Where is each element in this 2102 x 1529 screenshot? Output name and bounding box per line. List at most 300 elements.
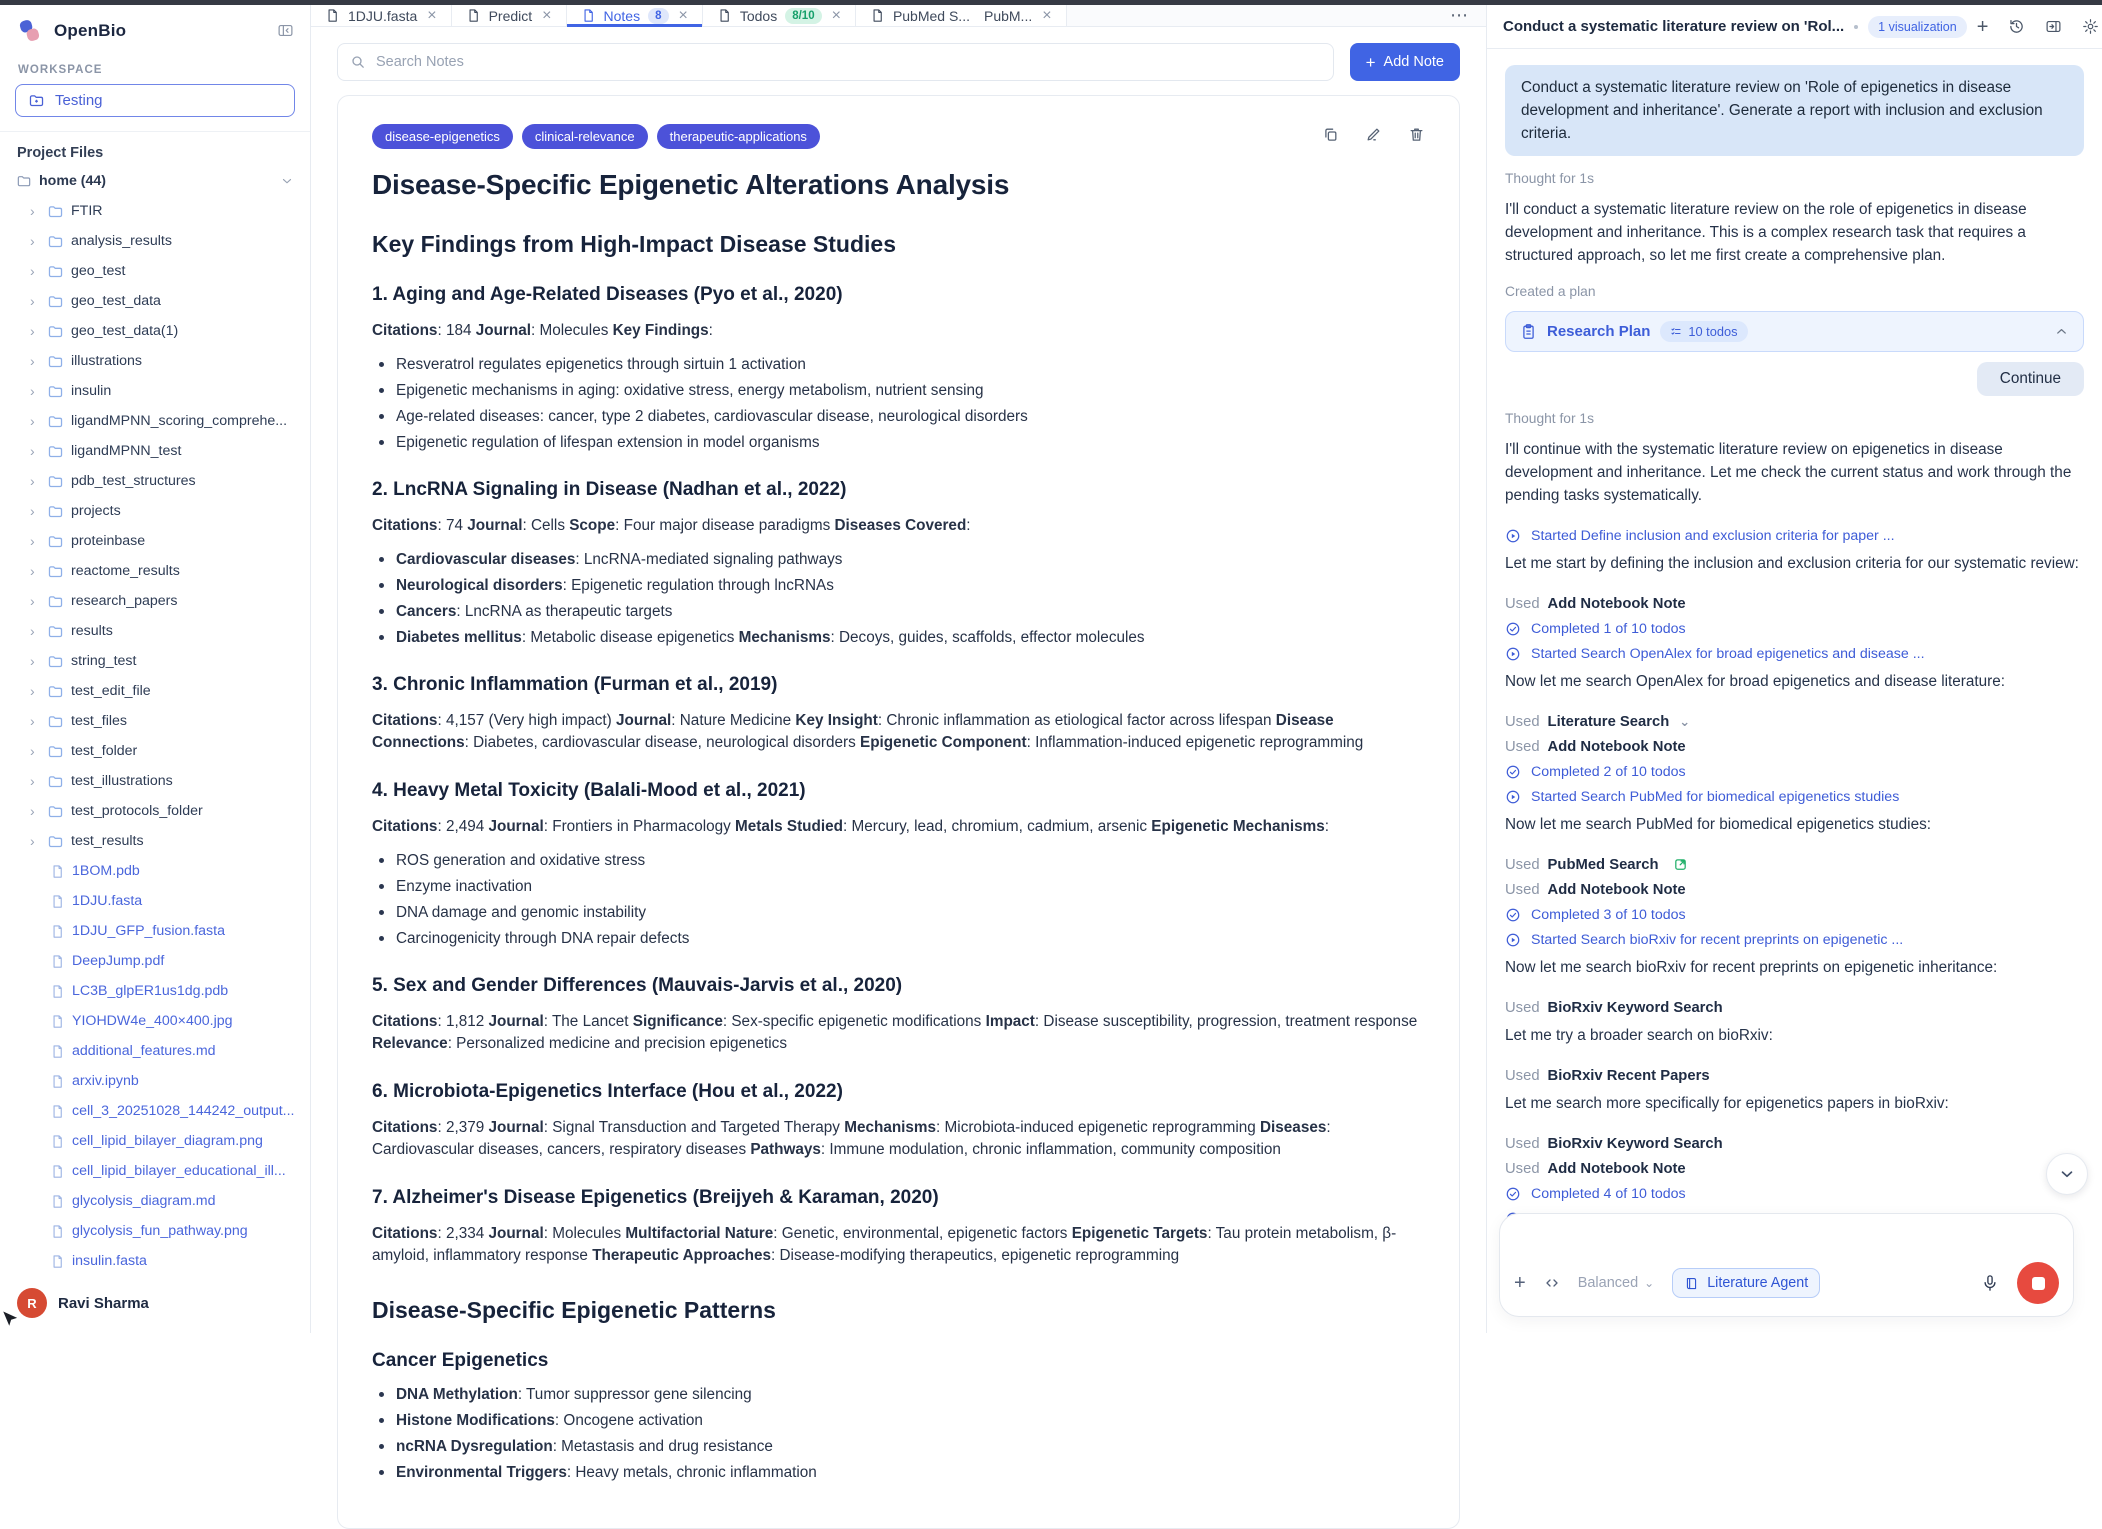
sidebar-folder-item[interactable]	[8, 286, 302, 316]
chevron-right-icon: ›	[30, 803, 35, 819]
folder-label: projects	[71, 503, 121, 519]
note-tag[interactable]: disease-epigenetics	[372, 124, 513, 149]
chevron-right-icon: ›	[30, 623, 35, 639]
chevron-right-icon: ›	[30, 743, 35, 759]
status-text: Completed 4 of 10 todos	[1531, 1185, 1686, 1202]
check-circle-icon	[1505, 907, 1521, 923]
folder-icon	[16, 173, 32, 189]
list-item: Cardiovascular diseases: LncRNA-mediated signaling pathways	[372, 549, 1425, 570]
status-text: Completed 2 of 10 todos	[1531, 763, 1686, 780]
folder-icon	[47, 743, 64, 760]
note-paragraph: Citations: 1,812 Journal: The Lancet Significance: Sex-specific epigenetic modifications Impact: Disease susceptibility, progression, treatment response Relevance: Personalized medicine and precision epigenetics	[372, 1013, 1418, 1052]
folder-icon	[47, 563, 64, 580]
assistant-paragraph: Now let me search bioRxiv for recent preprints on epigenetic inheritance:	[1505, 959, 1998, 976]
folder-icon	[47, 203, 64, 220]
sidebar-file-item[interactable]	[8, 976, 302, 1006]
folder-label: string_test	[71, 653, 137, 669]
file-label: arxiv.ipynb	[72, 1073, 139, 1089]
sidebar-folder-item[interactable]	[8, 616, 302, 646]
note-heading: Cancer Epigenetics	[372, 1350, 549, 1371]
dot-separator	[1854, 25, 1858, 29]
folder-icon	[47, 803, 64, 820]
tab-sublabel: PubM...	[983, 7, 1033, 24]
search-box[interactable]	[337, 43, 1334, 81]
tool-name: BioRxiv Keyword Search	[1547, 999, 1723, 1016]
chevron-down-icon[interactable]	[280, 174, 294, 188]
sidebar-folder-item[interactable]	[8, 316, 302, 346]
list-item: DNA damage and genomic instability	[372, 902, 1425, 923]
tool-name: Add Notebook Note	[1547, 738, 1686, 755]
tool-used-row[interactable]	[1505, 591, 2084, 616]
tool-used-row[interactable]	[1505, 1063, 2084, 1088]
file-icon	[50, 984, 65, 999]
copy-icon[interactable]	[1322, 126, 1339, 143]
document-icon	[466, 8, 481, 23]
tool-name: Literature Search	[1547, 713, 1670, 730]
todo-status-started[interactable]	[1505, 523, 2084, 548]
tab-label: Todos	[739, 7, 778, 24]
list-item: Enzyme inactivation	[372, 876, 1425, 897]
chevron-right-icon: ›	[30, 323, 35, 339]
close-icon[interactable]: ×	[542, 6, 552, 24]
close-icon[interactable]: ×	[678, 6, 688, 24]
file-icon	[50, 1164, 65, 1179]
sidebar-footer	[0, 1276, 310, 1333]
close-icon[interactable]: ×	[831, 6, 841, 24]
note-paragraph: Citations: 2,334 Journal: Molecules Multifactorial Nature: Genetic, environmental, epigenetic factors Epigenetic Targets: Tau protein metabolism, β-amyloid, inflammatory response Therapeutic Approaches: Disease-modifying therapeutics, epigenetic reprogramming	[372, 1225, 1397, 1264]
folder-icon	[47, 533, 64, 550]
composer-toolbar	[1514, 1262, 2059, 1304]
plus-icon: +	[1365, 52, 1376, 72]
chevron-right-icon: ›	[30, 593, 35, 609]
file-icon	[50, 1014, 65, 1029]
agent-selector[interactable]: Literature Agent	[1672, 1268, 1820, 1298]
file-tree	[0, 166, 310, 1276]
file-icon	[50, 1074, 65, 1089]
notes-toolbar	[311, 27, 1486, 95]
panel-expand-icon[interactable]	[2045, 18, 2062, 35]
note-paragraph: Citations: 2,494 Journal: Frontiers in Pharmacology Metals Studied: Mercury, lead, chromium, cadmium, arsenic Epigenetic Mechanisms:	[372, 818, 1329, 835]
used-label: Used	[1505, 881, 1540, 898]
folder-label: proteinbase	[71, 533, 146, 549]
history-icon[interactable]	[2008, 18, 2025, 35]
sidebar-folder-item[interactable]	[8, 796, 302, 826]
mouse-cursor	[1, 1310, 19, 1333]
todos-count: 10 todos	[1688, 324, 1738, 339]
sidebar-folder-item[interactable]	[8, 586, 302, 616]
note-tag[interactable]: clinical-relevance	[522, 124, 648, 149]
file-icon	[50, 1104, 65, 1119]
tab-pubmed-s-[interactable]	[856, 5, 1067, 26]
list-item: Age-related diseases: cancer, type 2 diabetes, cardiovascular disease, neurological disorders	[372, 406, 1425, 427]
workspace-folder-icon	[28, 92, 45, 109]
visualization-badge[interactable]: 1 visualization	[1868, 16, 1967, 38]
tool-used-row[interactable]	[1505, 1131, 2084, 1156]
folder-icon	[47, 473, 64, 490]
user-message-bubble: Conduct a systematic literature review on 'Role of epigenetics in disease development and inheritance'. Generate a report with inclusion and exclusion criteria.	[1505, 65, 2084, 156]
tool-used-row[interactable]	[1505, 877, 2084, 902]
tool-name: PubMed Search	[1547, 856, 1659, 873]
stop-button[interactable]	[2017, 1262, 2059, 1304]
chevron-right-icon: ›	[30, 683, 35, 699]
note-tags	[372, 124, 1425, 149]
sidebar-file-item[interactable]	[8, 1246, 302, 1276]
folder-label: geo_test_data	[71, 293, 161, 309]
folder-label: reactome_results	[71, 563, 180, 579]
play-circle-icon	[1505, 646, 1521, 662]
file-label: YIOHDW4e_400×400.jpg	[72, 1013, 233, 1029]
tab-todos[interactable]	[703, 5, 856, 26]
file-icon	[50, 864, 65, 879]
chevron-right-icon: ›	[30, 353, 35, 369]
note-paragraph: Citations: 4,157 (Very high impact) Journal: Nature Medicine Key Insight: Chronic inflammation as etiological factor across lifespan Disease Connections: Diabetes, cardiovascular disease, neurological disorders Epigenetic Component: Inflammation-induced epigenetic reprogramming	[372, 712, 1364, 751]
tool-name: Add Notebook Note	[1547, 881, 1686, 898]
sidebar-file-item[interactable]	[8, 856, 302, 886]
assistant-paragraph: Let me start by defining the inclusion and exclusion criteria for our systematic review:	[1505, 555, 2079, 572]
folder-home[interactable]	[8, 166, 302, 196]
file-label: LC3B_glpER1us1dg.pdb	[72, 983, 229, 999]
window-top-edge	[0, 0, 2102, 5]
sidebar-collapse-icon[interactable]	[277, 22, 294, 39]
sidebar-file-item[interactable]	[8, 946, 302, 976]
file-label: 1DJU_GFP_fusion.fasta	[72, 923, 225, 939]
plan-title: Research Plan	[1547, 323, 1651, 340]
chevron-right-icon: ›	[30, 713, 35, 729]
sidebar-folder-item[interactable]	[8, 466, 302, 496]
sidebar-file-item[interactable]	[8, 1066, 302, 1096]
scroll-down-button[interactable]	[2046, 1153, 2088, 1195]
chevron-down-icon[interactable]: ⌄	[1679, 713, 1691, 729]
chevron-right-icon: ›	[30, 533, 35, 549]
continue-button[interactable]: Continue	[1977, 362, 2084, 396]
folder-icon	[47, 353, 64, 370]
tab-badge: 8	[648, 8, 668, 24]
sidebar-folder-item[interactable]	[8, 736, 302, 766]
tab-1dju-fasta[interactable]	[311, 5, 452, 26]
tool-name: Add Notebook Note	[1547, 595, 1686, 612]
folder-icon	[47, 593, 64, 610]
tab-label: Predict	[488, 7, 533, 24]
used-label: Used	[1505, 1160, 1540, 1177]
chat-input[interactable]	[1514, 1226, 2059, 1262]
note-card	[337, 95, 1460, 1529]
file-label: cell_3_20251028_144242_output...	[72, 1103, 295, 1119]
file-label: cell_lipid_bilayer_educational_ill...	[72, 1163, 286, 1179]
used-label: Used	[1505, 1135, 1540, 1152]
play-circle-icon	[1505, 789, 1521, 805]
chevron-right-icon: ›	[30, 503, 35, 519]
continue-row	[1505, 362, 2084, 396]
status-text: Started Define inclusion and exclusion criteria for paper ...	[1531, 527, 1895, 544]
sidebar-folder-item[interactable]	[8, 256, 302, 286]
folder-icon	[47, 683, 64, 700]
tool-used-row[interactable]	[1505, 995, 2084, 1020]
workspace-name: Testing	[55, 92, 103, 109]
todo-status-started[interactable]	[1505, 927, 2084, 952]
file-label: 1DJU.fasta	[72, 893, 143, 909]
folder-label: insulin	[71, 383, 112, 399]
sidebar-folder-item[interactable]	[8, 826, 302, 856]
todo-status-started[interactable]	[1505, 641, 2084, 666]
chat-composer	[1499, 1213, 2074, 1317]
todos-count-badge	[1660, 321, 1747, 342]
sidebar-file-item[interactable]	[8, 916, 302, 946]
assistant-paragraph: Now let me search PubMed for biomedical epigenetics studies:	[1505, 816, 1931, 833]
file-label: glycolysis_diagram.md	[72, 1193, 216, 1209]
sidebar-folder-item[interactable]	[8, 226, 302, 256]
chevron-right-icon: ›	[30, 263, 35, 279]
book-icon	[1684, 1276, 1699, 1291]
folder-label: geo_test	[71, 263, 126, 279]
folder-icon	[47, 263, 64, 280]
model-selector[interactable]: Balanced ⌄	[1577, 1275, 1655, 1291]
play-circle-icon	[1505, 932, 1521, 948]
note-heading: 6. Microbiota-Epigenetics Interface (Hou et al., 2022)	[372, 1081, 843, 1102]
edit-icon[interactable]	[1365, 126, 1382, 143]
app-title: OpenBio	[54, 20, 127, 40]
list-item: DNA Methylation: Tumor suppressor gene silencing	[372, 1384, 1425, 1405]
search-icon	[350, 54, 366, 70]
assistant-paragraph: Now let me search OpenAlex for broad epigenetics and disease literature:	[1505, 673, 2005, 690]
sidebar-folder-item[interactable]	[8, 346, 302, 376]
sidebar-folder-item[interactable]	[8, 376, 302, 406]
gear-icon[interactable]	[2082, 18, 2099, 35]
note-body	[372, 231, 1425, 1483]
note-list	[372, 1384, 1425, 1483]
note-list	[372, 850, 1425, 949]
check-circle-icon	[1505, 1186, 1521, 1202]
chevron-right-icon: ›	[30, 233, 35, 249]
document-icon	[325, 8, 340, 23]
file-label: cell_lipid_bilayer_diagram.png	[72, 1133, 263, 1149]
sidebar-header	[0, 5, 310, 50]
sidebar-folder-item[interactable]	[8, 766, 302, 796]
check-circle-icon	[1505, 621, 1521, 637]
close-icon[interactable]: ×	[1042, 6, 1052, 24]
sidebar-file-item[interactable]	[8, 1096, 302, 1126]
chat-panel	[1487, 0, 2102, 1333]
play-circle-icon	[1505, 528, 1521, 544]
chat-header	[1487, 5, 2102, 49]
tool-used-row[interactable]	[1505, 734, 2084, 759]
list-item: Environmental Triggers: Heavy metals, chronic inflammation	[372, 1462, 1425, 1483]
tab-label: 1DJU.fasta	[348, 7, 418, 24]
sidebar-file-item[interactable]	[8, 1156, 302, 1186]
chevron-right-icon: ›	[30, 383, 35, 399]
file-icon	[50, 954, 65, 969]
sidebar-file-item[interactable]	[8, 1216, 302, 1246]
checklist-icon	[1670, 326, 1682, 338]
chevron-down-icon: ⌄	[1644, 1276, 1655, 1290]
sidebar-folder-item[interactable]	[8, 646, 302, 676]
note-heading: 2. LncRNA Signaling in Disease (Nadhan et al., 2022)	[372, 479, 847, 500]
used-label: Used	[1505, 738, 1540, 755]
note-paragraph: Citations: 2,379 Journal: Signal Transduction and Targeted Therapy Mechanisms: Microbiota-induced epigenetic reprogramming Diseases: Cardiovascular diseases, cancers, respiratory diseases Pathways: Immune modulation, chronic inflammation, community composition	[372, 1119, 1331, 1158]
close-icon[interactable]: ×	[427, 6, 437, 24]
status-text: Completed 3 of 10 todos	[1531, 906, 1686, 923]
tool-used-row[interactable]	[1505, 1156, 2084, 1181]
list-item: Cancers: LncRNA as therapeutic targets	[372, 601, 1425, 622]
avatar[interactable]: R	[17, 1288, 47, 1318]
file-label: additional_features.md	[72, 1043, 216, 1059]
folder-icon	[47, 233, 64, 250]
note-actions	[1322, 126, 1425, 143]
status-text: Started Search bioRxiv for recent preprints on epigenetic ...	[1531, 931, 1904, 948]
sidebar-folder-item[interactable]	[8, 496, 302, 526]
project-files-label: Project Files	[17, 145, 104, 161]
note-heading: Key Findings from High-Impact Disease Studies	[372, 231, 896, 257]
sidebar-folder-item[interactable]	[8, 526, 302, 556]
microphone-icon[interactable]	[1981, 1274, 1999, 1292]
file-icon	[50, 924, 65, 939]
file-icon	[50, 1044, 65, 1059]
chevron-right-icon: ›	[30, 443, 35, 459]
file-icon	[50, 894, 65, 909]
sidebar-file-item[interactable]	[8, 1186, 302, 1216]
clipboard-icon	[1520, 323, 1537, 340]
chevron-up-icon[interactable]	[2054, 324, 2069, 339]
folder-label: research_papers	[71, 593, 178, 609]
tab-label: PubMed S...	[892, 7, 970, 24]
used-label: Used	[1505, 713, 1540, 730]
file-icon	[50, 1134, 65, 1149]
file-icon	[50, 1254, 65, 1269]
add-note-button[interactable]: + Add Note	[1350, 43, 1460, 81]
folder-icon	[47, 833, 64, 850]
thought-label: Thought for 1s	[1505, 171, 1594, 186]
main-panel	[311, 0, 1487, 1481]
file-icon	[50, 1224, 65, 1239]
file-label: DeepJump.pdf	[72, 953, 165, 969]
chevron-right-icon: ›	[30, 203, 35, 219]
chevron-right-icon: ›	[30, 653, 35, 669]
expand-external-icon[interactable]	[1673, 857, 1688, 872]
sidebar-file-item[interactable]	[8, 1006, 302, 1036]
folder-icon	[47, 623, 64, 640]
folder-icon	[47, 503, 64, 520]
research-plan-card[interactable]	[1505, 311, 2084, 352]
chat-title: Conduct a systematic literature review on 'Rol...	[1503, 18, 1845, 35]
note-heading: 3. Chronic Inflammation (Furman et al., 2019)	[372, 674, 778, 695]
folder-icon	[47, 293, 64, 310]
search-input[interactable]	[376, 54, 1321, 70]
sidebar-folder-item[interactable]	[8, 676, 302, 706]
sidebar-file-item[interactable]	[8, 1036, 302, 1066]
tab-bar	[311, 5, 1486, 27]
note-content-area	[311, 95, 1486, 1529]
workspace-selector[interactable]	[15, 84, 295, 117]
chevron-right-icon: ›	[30, 773, 35, 789]
document-icon	[870, 8, 885, 23]
folder-label: ligandMPNN_test	[71, 443, 182, 459]
folder-label: test_protocols_folder	[71, 803, 203, 819]
folder-label: test_illustrations	[71, 773, 173, 789]
folder-label: results	[71, 623, 113, 639]
folder-icon	[47, 323, 64, 340]
todo-status-completed[interactable]	[1505, 616, 2084, 641]
sidebar-file-item[interactable]	[8, 1126, 302, 1156]
used-label: Used	[1505, 999, 1540, 1016]
list-item: Neurological disorders: Epigenetic regulation through lncRNAs	[372, 575, 1425, 596]
file-label: glycolysis_fun_pathway.png	[72, 1223, 248, 1239]
thought-label: Thought for 1s	[1505, 411, 1594, 426]
tab-notes[interactable]	[567, 5, 703, 26]
folder-label: pdb_test_structures	[71, 473, 196, 489]
note-heading: 7. Alzheimer's Disease Epigenetics (Breijyeh & Karaman, 2020)	[372, 1187, 939, 1208]
tab-badge: 8/10	[785, 8, 821, 24]
sidebar-folder-item[interactable]	[8, 556, 302, 586]
tool-name: BioRxiv Keyword Search	[1547, 1135, 1723, 1152]
note-paragraph: Citations: 74 Journal: Cells Scope: Four major disease paradigms Diseases Covered:	[372, 517, 971, 534]
chevron-right-icon: ›	[30, 293, 35, 309]
sidebar-folder-item[interactable]	[8, 406, 302, 436]
list-item: Carcinogenicity through DNA repair defects	[372, 928, 1425, 949]
sidebar-folder-item[interactable]	[8, 706, 302, 736]
used-label: Used	[1505, 595, 1540, 612]
used-label: Used	[1505, 1067, 1540, 1084]
code-icon[interactable]	[1544, 1275, 1560, 1291]
file-label: insulin.fasta	[72, 1253, 147, 1269]
folder-label: analysis_results	[71, 233, 172, 249]
folder-label: geo_test_data(1)	[71, 323, 179, 339]
todo-status-completed[interactable]	[1505, 1181, 2084, 1206]
folder-label: test_files	[71, 713, 127, 729]
sidebar-file-item[interactable]	[8, 886, 302, 916]
todo-status-completed[interactable]	[1505, 759, 2084, 784]
chevron-right-icon: ›	[30, 563, 35, 579]
todo-status-started[interactable]	[1505, 784, 2084, 809]
tool-name: BioRxiv Recent Papers	[1547, 1067, 1710, 1084]
attach-icon[interactable]: +	[1514, 1272, 1526, 1294]
chevron-right-icon: ›	[30, 473, 35, 489]
thought-label: Created a plan	[1505, 284, 1596, 299]
assistant-paragraph: Let me try a broader search on bioRxiv:	[1505, 1027, 1773, 1044]
assistant-paragraph: I'll continue with the systematic literature review on epigenetics in disease development and inheritance. Let me check the current status and work through the pending tasks systematically.	[1505, 441, 2072, 504]
list-item: Histone Modifications: Oncogene activation	[372, 1410, 1425, 1431]
delete-icon[interactable]	[1408, 126, 1425, 143]
assistant-paragraph: I'll conduct a systematic literature review on the role of epigenetics in disease development and inheritance. This is a complex research task that requires a structured approach, so let me first create a comprehensive plan.	[1505, 201, 2027, 264]
note-list	[372, 354, 1425, 453]
tab-predict[interactable]	[452, 5, 567, 26]
document-icon	[717, 8, 732, 23]
tab-overflow-menu-icon[interactable]: ⋯	[1450, 5, 1468, 25]
list-item: Epigenetic regulation of lifespan extension in model organisms	[372, 432, 1425, 453]
list-item: Resveratrol regulates epigenetics through sirtuin 1 activation	[372, 354, 1425, 375]
status-text: Started Search OpenAlex for broad epigenetics and disease ...	[1531, 645, 1925, 662]
folder-icon	[47, 653, 64, 670]
folder-icon	[47, 773, 64, 790]
note-heading: 4. Heavy Metal Toxicity (Balali-Mood et al., 2021)	[372, 780, 806, 801]
folder-label: test_results	[71, 833, 144, 849]
used-label: Used	[1505, 856, 1540, 873]
note-heading: 1. Aging and Age-Related Diseases (Pyo et al., 2020)	[372, 284, 843, 305]
note-tag[interactable]: therapeutic-applications	[657, 124, 820, 149]
chevron-down-icon	[2058, 1165, 2076, 1183]
tool-used-row[interactable]	[1505, 709, 2084, 734]
list-item: ncRNA Dysregulation: Metastasis and drug resistance	[372, 1436, 1425, 1457]
sidebar-folder-item[interactable]	[8, 436, 302, 466]
assistant-paragraph: Let me search more specifically for epigenetics papers in bioRxiv:	[1505, 1095, 1949, 1112]
note-heading: Disease-Specific Epigenetic Patterns	[372, 1297, 776, 1323]
tool-used-row[interactable]	[1505, 852, 2084, 877]
todo-status-completed[interactable]	[1505, 902, 2084, 927]
openbio-logo	[16, 17, 43, 44]
file-label: 1BOM.pdb	[72, 863, 140, 879]
new-chat-icon[interactable]: +	[1976, 15, 1989, 38]
status-text: Completed 1 of 10 todos	[1531, 620, 1686, 637]
sidebar-folder-item[interactable]	[8, 196, 302, 226]
list-item: Diabetes mellitus: Metabolic disease epigenetics Mechanisms: Decoys, guides, scaffolds, effector molecules	[372, 627, 1425, 648]
